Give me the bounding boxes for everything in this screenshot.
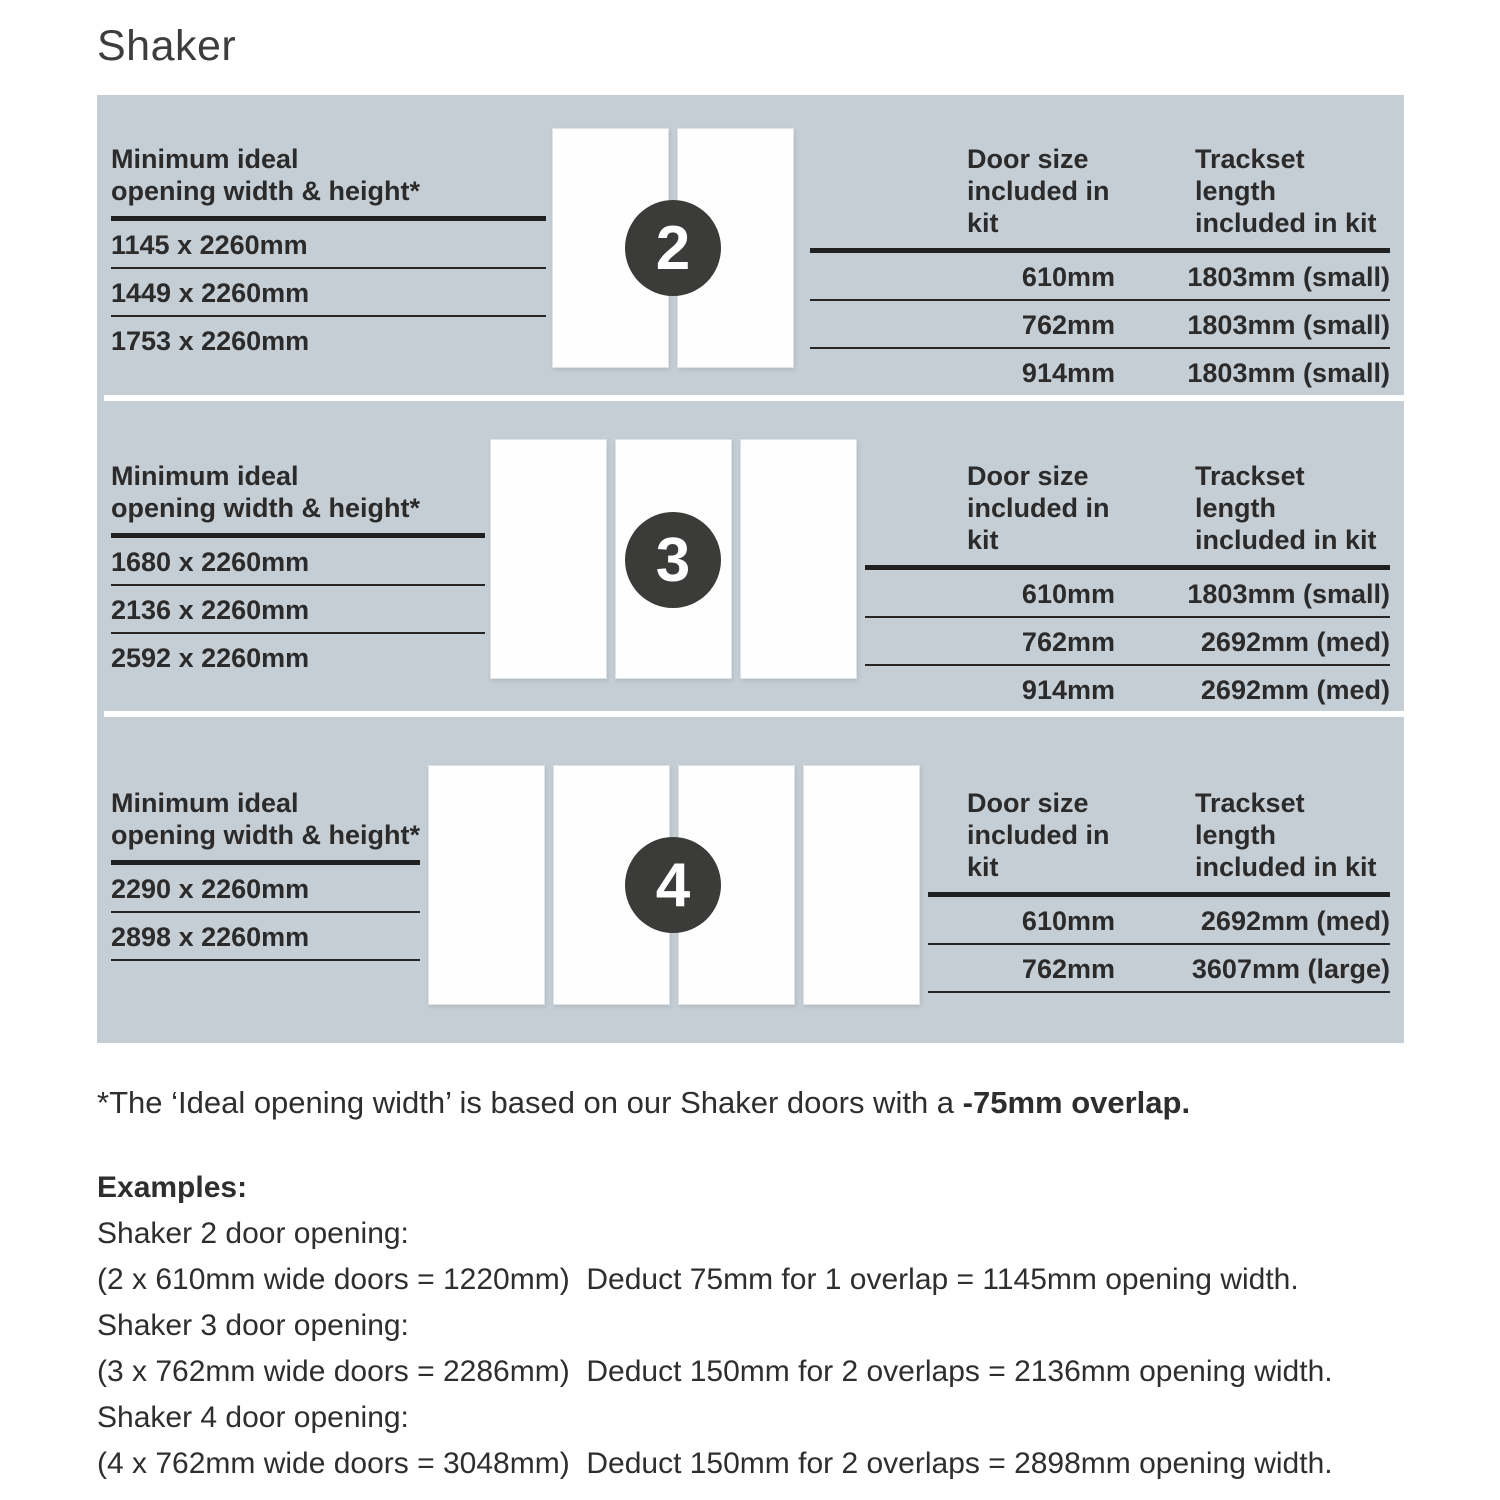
- kit-header: [928, 787, 1390, 897]
- door-count-badge: 2: [625, 200, 721, 296]
- opening-row: 2290 x 2260mm: [111, 865, 420, 913]
- door-size-header-line2: included in kit: [967, 493, 1110, 555]
- trackset-header-line2: included in kit: [1195, 525, 1377, 555]
- example-label: Shaker 3 door opening:: [97, 1309, 409, 1342]
- door-size-header-line2: included in kit: [967, 820, 1110, 882]
- opening-row: 1449 x 2260mm: [111, 269, 546, 317]
- cell-trackset: 1803mm (small): [1187, 579, 1390, 609]
- example-label: Shaker 4 door opening:: [97, 1401, 409, 1434]
- kit-row: [865, 570, 1390, 618]
- footnote-text: *The ‘Ideal opening width’ is based on our Shaker doors with a: [97, 1085, 963, 1120]
- door-count-badge: 4: [625, 837, 721, 933]
- opening-table: [111, 787, 420, 961]
- cell-trackset: 2692mm (med): [1200, 627, 1390, 657]
- kit-header: [865, 460, 1390, 570]
- opening-header-line1: Minimum ideal: [111, 461, 299, 491]
- cell-trackset: 1803mm (small): [1187, 310, 1390, 340]
- door-size-header-line1: Door size: [967, 144, 1089, 174]
- cell-trackset: 2692mm (med): [1200, 906, 1390, 936]
- cell-trackset: 2692mm (med): [1200, 675, 1390, 705]
- trackset-header-line2: included in kit: [1195, 208, 1377, 238]
- door-panel: [803, 765, 920, 1005]
- example-detail: (2 x 610mm wide doors = 1220mm) Deduct 75mm for 1 overlap = 1145mm opening width.: [97, 1263, 1299, 1296]
- opening-table: [111, 143, 546, 365]
- kit-header-trackset: [1140, 787, 1390, 883]
- opening-header: [111, 460, 485, 538]
- kit-row: [810, 253, 1390, 301]
- cell-trackset: 3607mm (large): [1191, 954, 1390, 984]
- cell-door-size: 762mm: [1021, 954, 1115, 984]
- opening-row: 2898 x 2260mm: [111, 913, 420, 961]
- trackset-header-line2: included in kit: [1195, 852, 1377, 882]
- door-size-header-line2: included in kit: [967, 176, 1110, 238]
- section-3-door: [97, 401, 1404, 711]
- door-panel: [490, 439, 607, 679]
- kit-row: [810, 349, 1390, 397]
- examples-heading: Examples:: [97, 1171, 248, 1204]
- cell-door-size: 610mm: [1021, 262, 1115, 292]
- kit-row: [865, 618, 1390, 666]
- kit-row: [810, 301, 1390, 349]
- cell-trackset: 1803mm (small): [1187, 262, 1390, 292]
- example-label: Shaker 2 door opening:: [97, 1217, 409, 1250]
- cell-trackset: 1803mm (small): [1187, 358, 1390, 388]
- trackset-header-line1: Trackset length: [1195, 461, 1305, 523]
- spec-panel: [97, 95, 1404, 1043]
- opening-row: 1145 x 2260mm: [111, 221, 546, 269]
- opening-row: 2136 x 2260mm: [111, 586, 485, 634]
- door-size-header-line1: Door size: [967, 461, 1089, 491]
- kit-header-trackset: [1140, 143, 1390, 239]
- footnote: [97, 1085, 1190, 1121]
- footnote-bold: -75mm overlap.: [962, 1085, 1191, 1120]
- opening-header-line2: opening width & height*: [111, 820, 420, 850]
- opening-header: [111, 143, 546, 221]
- kit-header-trackset: [1140, 460, 1390, 556]
- kit-table: [865, 460, 1390, 714]
- door-panel: [740, 439, 857, 679]
- door-size-header-line1: Door size: [967, 788, 1089, 818]
- kit-table: [928, 787, 1390, 993]
- example-detail: (3 x 762mm wide doors = 2286mm) Deduct 150mm for 2 overlaps = 2136mm opening width.: [97, 1355, 1333, 1388]
- kit-header-door-size: [865, 460, 1140, 556]
- kit-header-door-size: [928, 787, 1140, 883]
- section-4-door: [97, 717, 1404, 1043]
- opening-header-line2: opening width & height*: [111, 176, 420, 206]
- section-2-door: [97, 95, 1404, 395]
- trackset-header-line1: Trackset length: [1195, 788, 1305, 850]
- cell-door-size: 914mm: [1021, 358, 1115, 388]
- door-count-badge: 3: [625, 512, 721, 608]
- opening-header-line1: Minimum ideal: [111, 144, 299, 174]
- cell-door-size: 762mm: [1021, 310, 1115, 340]
- kit-header-door-size: [810, 143, 1140, 239]
- cell-door-size: 610mm: [1021, 579, 1115, 609]
- example-detail: (4 x 762mm wide doors = 3048mm) Deduct 150mm for 2 overlaps = 2898mm opening width.: [97, 1447, 1333, 1480]
- cell-door-size: 762mm: [1021, 627, 1115, 657]
- opening-table: [111, 460, 485, 682]
- door-panel: [428, 765, 545, 1005]
- examples-block: [97, 1165, 1333, 1487]
- cell-door-size: 914mm: [1021, 675, 1115, 705]
- opening-row: 1753 x 2260mm: [111, 326, 310, 356]
- opening-row: 2592 x 2260mm: [111, 643, 310, 673]
- opening-row: 1680 x 2260mm: [111, 538, 485, 586]
- opening-header-line1: Minimum ideal: [111, 788, 299, 818]
- opening-header: [111, 787, 420, 865]
- kit-table: [810, 143, 1390, 397]
- cell-door-size: 610mm: [1021, 906, 1115, 936]
- opening-header-line2: opening width & height*: [111, 493, 420, 523]
- kit-header: [810, 143, 1390, 253]
- kit-row: [928, 945, 1390, 993]
- kit-row: [928, 897, 1390, 945]
- trackset-header-line1: Trackset length: [1195, 144, 1305, 206]
- page-title: Shaker: [97, 22, 237, 70]
- kit-row: [865, 666, 1390, 714]
